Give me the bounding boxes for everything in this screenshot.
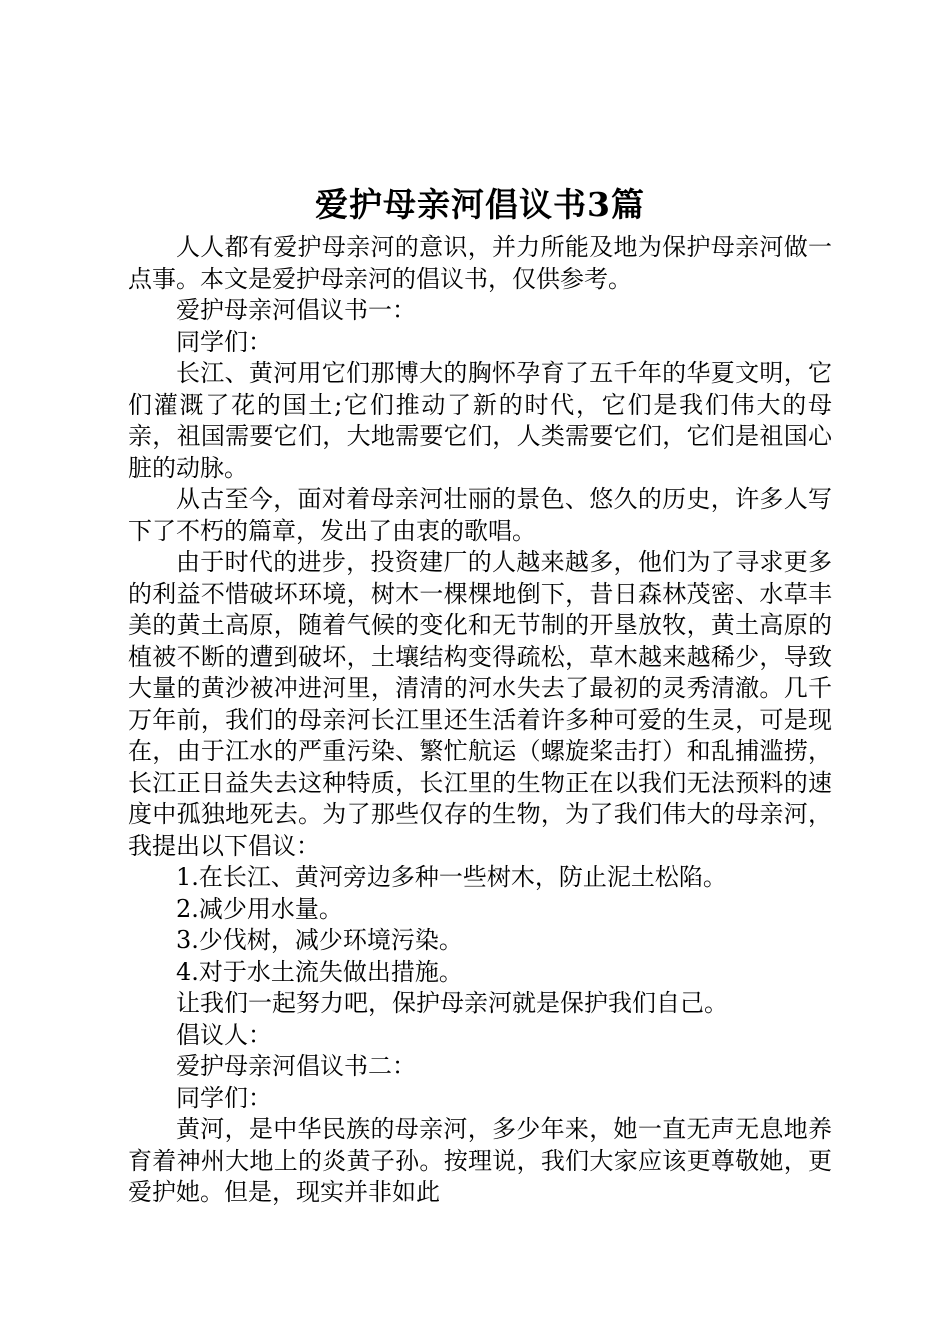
paragraph-signature: 倡议人： <box>176 1020 272 1049</box>
document-page <box>128 180 832 1209</box>
paragraph-body-4: 黄河，是中华民族的母亲河，多少年来，她一直无声无息地养育着神州大地上的炎黄子孙。按理说，我们大家应该更尊敬她，更爱护她。但是，现实并非如此 <box>128 1115 832 1206</box>
document-title: 爱护母亲河倡议书3篇 <box>315 185 645 224</box>
paragraph-salutation-two: 同学们： <box>176 1083 272 1112</box>
paragraph-body-2: 从古至今，面对着母亲河壮丽的景色、悠久的历史，许多人写下了不朽的篇章，发出了由衷的歌唱。 <box>128 485 832 545</box>
paragraph-body-3: 由于时代的进步，投资建厂的人越来越多，他们为了寻求更多的利益不惜破坏环境，树木一棵棵地倒下，昔日森林茂密、水草丰美的黄土高原，随着气候的变化和无节制的开垦放牧，黄土高原的植被不断的遭到破坏，土壤结构变得疏松，草木越来越稀少，导致大量的黄沙被冲进河里，清清的河水失去了最初的灵秀清澈。几千万年前，我们的母亲河长江里还生活着许多种可爱的生灵，可是现在，由于江水的严重污染、繁忙航运（螺旋桨击打）和乱捕滥捞，长江正日益失去这种特质，长江里的生物正在以我们无法预料的速度中孤独地死去。为了那些仅存的生物，为了我们伟大的母亲河，我提出以下倡议： <box>128 548 832 860</box>
paragraph-intro: 人人都有爱护母亲河的意识，并力所能及地为保护母亲河做一点事。本文是爱护母亲河的倡议书，仅供参考。 <box>128 233 832 293</box>
paragraph-closing: 让我们一起努力吧，保护母亲河就是保护我们自己。 <box>176 989 728 1017</box>
paragraph-salutation-one: 同学们： <box>176 327 272 356</box>
proposal-item-4: 4.对于水土流失做出措施。 <box>176 957 463 986</box>
paragraph-heading-two: 爱护母亲河倡议书二： <box>176 1052 416 1080</box>
paragraph-heading-one: 爱护母亲河倡议书一： <box>176 296 416 324</box>
paragraph-body-1: 长江、黄河用它们那博大的胸怀孕育了五千年的华夏文明，它们灌溉了花的国土;它们推动了新的时代，它们是我们伟大的母亲，祖国需要它们，大地需要它们，人类需要它们，它们是祖国心脏的动脉。 <box>128 359 832 482</box>
proposal-item-1: 1.在长江、黄河旁边多种一些树木，防止泥土松陷。 <box>176 863 727 891</box>
proposal-item-3: 3.少伐树，减少环境污染。 <box>176 926 463 954</box>
proposal-item-2: 2.减少用水量。 <box>176 894 343 923</box>
